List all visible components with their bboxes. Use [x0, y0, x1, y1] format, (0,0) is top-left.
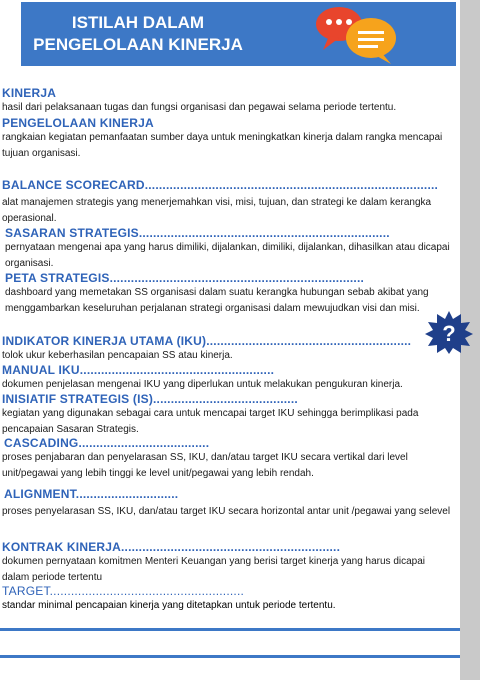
- entry-cascading: [2, 436, 454, 482]
- term-title: INDIKATOR KINERJA UTAMA (IKU)..........................................................: [2, 334, 412, 348]
- term-description: proses penjabaran dan penyelarasan SS, IKU, dan/atau target IKU secara vertikal dari level unit/pegawai yang lebih tinggi ke level unit/pegawai yang lebih rendah.: [2, 452, 408, 479]
- footer-rule-top: [0, 628, 460, 631]
- term-title: MANUAL IKU.......................................................: [2, 363, 275, 377]
- page-title: [33, 12, 243, 56]
- term-description: rangkaian kegiatan pemanfaatan sumber daya untuk meningkatkan kinerja dalam rangka mencapai tujuan organisasi.: [2, 132, 443, 159]
- entry-balance-scorecard: [2, 178, 454, 227]
- term-title: PETA STRATEGIS........................................................................: [5, 271, 365, 285]
- entry-peta-strategis: [2, 271, 454, 317]
- entry-kinerja: [2, 86, 454, 116]
- entry-pengelolaan-kinerja: [2, 116, 454, 162]
- term-title: BALANCE SCORECARD...................................................................................: [2, 178, 439, 192]
- term-title: PENGELOLAAN KINERJA: [2, 116, 154, 130]
- term-description: proses penyelarasan SS, IKU, dan/atau target IKU secara horizontal antar unit /pegawai yang selevel: [2, 506, 451, 517]
- entry-kontrak-kinerja: [2, 540, 454, 586]
- title-line-2: PENGELOLAAN KINERJA: [33, 35, 243, 54]
- term-description: dashboard yang memetakan SS organisasi dalam suatu kerangka hubungan sebab akibat yang menggambarkan keseluruhan perjalanan strategi organisasi dalam mewujudkan visi dan misi.: [5, 287, 429, 314]
- term-description: alat manajemen strategis yang menerjemahkan visi, misi, tujuan, dan strategi ke dalam kerangka operasional.: [2, 197, 432, 224]
- entry-manual-iku: [2, 363, 454, 393]
- term-title: CASCADING.....................................: [4, 436, 210, 450]
- term-description: dokumen penjelasan mengenai IKU yang diperlukan untuk melakukan pengukuran kinerja.: [2, 379, 403, 390]
- term-description: dokumen pernyataan komitmen Menteri Keuangan yang berisi target kinerja yang harus dicapai dalam periode tertentu: [2, 556, 426, 583]
- term-title: TARGET.......................................................: [2, 584, 245, 598]
- term-description: hasil dari pelaksanaan tugas dan fungsi organisasi dan pegawai selama periode tertentu.: [2, 102, 397, 113]
- entry-sasaran-strategis: [2, 226, 454, 272]
- term-title: ALIGNMENT.............................: [4, 487, 179, 501]
- term-title: KONTRAK KINERJA..............................................................: [2, 540, 341, 554]
- term-description: kegiatan yang digunakan sebagai cara untuk mencapai target IKU sehingga berimplikasi pada pencapaian Sasaran Strategis.: [2, 408, 419, 435]
- term-title: SASARAN STRATEGIS.......................................................................: [5, 226, 390, 240]
- term-title: INISIATIF STRATEGIS (IS).........................................: [2, 392, 298, 406]
- title-line-1: ISTILAH DALAM: [71, 13, 205, 32]
- chat-bubbles-icon: [305, 0, 405, 66]
- entry-inisiatif-strategis: [2, 392, 454, 438]
- term-description: standar minimal pencapaian kinerja yang ditetapkan untuk periode tertentu.: [2, 600, 336, 611]
- entry-target: [2, 584, 454, 614]
- svg-text:?: ?: [442, 321, 456, 346]
- entry-iku: [2, 334, 454, 364]
- entry-alignment: [2, 487, 454, 520]
- footer-rule-bottom: [0, 655, 460, 658]
- question-badge-icon: [424, 310, 474, 354]
- term-description: tolok ukur keberhasilan pencapaian SS atau kinerja.: [2, 350, 233, 361]
- term-title: KINERJA: [2, 86, 57, 100]
- term-description: pernyataan mengenai apa yang harus dimiliki, dijalankan, dimiliki, dijalankan, dihasilkan atau dicapai organisasi.: [5, 242, 450, 269]
